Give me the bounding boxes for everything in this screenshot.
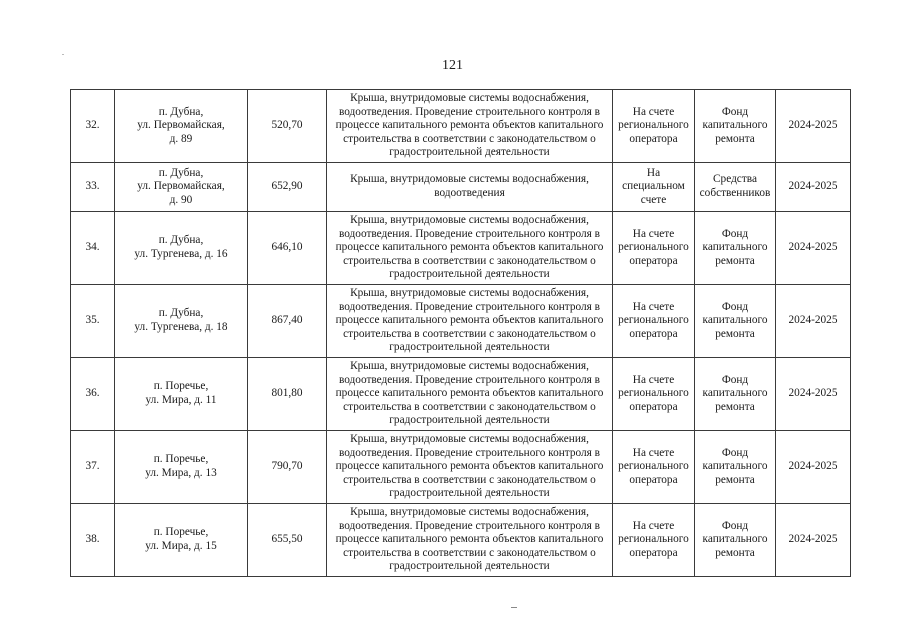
address-line: ул. Тургенева, д. 18 xyxy=(134,321,228,333)
works-cell xyxy=(327,163,613,212)
works-text: Крыша, внутридомовые системы водоснабжения, водоотведения. Проведение строительного контроля в процессе капитального ремонта объектов капитального строительства в соответствии с законодательством о градостроительной деятельности xyxy=(335,214,604,281)
works-text: Крыша, внутридомовые системы водоснабжения, водоотведения. Проведение строительного контроля в процессе капитального ремонта объектов капитального строительства в соответствии с законодательством о градостроительной деятельности xyxy=(335,287,604,354)
area-cell xyxy=(248,90,327,163)
address-cell xyxy=(115,212,248,285)
period-cell xyxy=(776,431,851,504)
address-line: д. 89 xyxy=(169,132,193,145)
area-value: 801,80 xyxy=(271,387,303,400)
address-line: п. Поречье, xyxy=(153,526,209,539)
address-line: ул. Мира, д. 15 xyxy=(145,540,217,552)
period-text: 2024-2025 xyxy=(788,533,838,546)
row-number-cell xyxy=(71,212,115,285)
account-text: На счете регионального оператора xyxy=(618,446,689,486)
row-number: 38. xyxy=(85,533,100,546)
area-value: 646,10 xyxy=(271,241,303,254)
table-row xyxy=(71,90,851,163)
funding-source-text: Фонд капитального ремонта xyxy=(702,300,768,340)
works-text: Крыша, внутридомовые системы водоснабжения, водоотведения. Проведение строительного контроля в процессе капитального ремонта объектов капитального строительства в соответствии с законодательством о градостроительной деятельности xyxy=(335,92,604,159)
address-line: д. 90 xyxy=(169,193,193,206)
funding-source-text: Средства собственников xyxy=(699,173,771,199)
period-cell xyxy=(776,163,851,212)
area-cell xyxy=(248,212,327,285)
account-text: На счете регионального оператора xyxy=(618,300,689,340)
row-number: 32. xyxy=(85,119,100,132)
account-cell xyxy=(613,431,695,504)
funding-source-text: Фонд капитального ремонта xyxy=(702,105,768,145)
area-cell xyxy=(248,285,327,358)
scan-mark xyxy=(511,607,517,608)
account-cell xyxy=(613,163,695,212)
period-cell xyxy=(776,358,851,431)
area-cell xyxy=(248,431,327,504)
row-number: 35. xyxy=(85,314,100,327)
period-text: 2024-2025 xyxy=(788,387,838,400)
account-cell xyxy=(613,285,695,358)
address-cell xyxy=(115,285,248,358)
period-text: 2024-2025 xyxy=(788,460,838,473)
account-text: На специальном счете xyxy=(622,166,685,206)
row-number-cell xyxy=(71,431,115,504)
works-text: Крыша, внутридомовые системы водоснабжения, водоотведения. Проведение строительного контроля в процессе капитального ремонта объектов капитального строительства в соответствии с законодательством о градостроительной деятельности xyxy=(335,433,604,500)
table-row xyxy=(71,285,851,358)
funding-source-cell xyxy=(695,358,776,431)
works-cell xyxy=(327,212,613,285)
row-number: 33. xyxy=(85,180,100,193)
table-row xyxy=(71,212,851,285)
address-line: ул. Мира, д. 13 xyxy=(145,467,217,479)
period-text: 2024-2025 xyxy=(788,180,838,193)
account-cell xyxy=(613,504,695,577)
table-row xyxy=(71,163,851,212)
address-line: п. Поречье, xyxy=(153,380,209,393)
address-line: п. Дубна, xyxy=(158,307,204,320)
table-row xyxy=(71,504,851,577)
account-cell xyxy=(613,358,695,431)
account-cell xyxy=(613,212,695,285)
works-cell xyxy=(327,504,613,577)
period-cell xyxy=(776,212,851,285)
funding-source-cell xyxy=(695,431,776,504)
table-row xyxy=(71,431,851,504)
address-line: п. Дубна, xyxy=(158,166,204,179)
period-text: 2024-2025 xyxy=(788,241,838,254)
works-cell xyxy=(327,90,613,163)
row-number: 34. xyxy=(85,241,100,254)
works-cell xyxy=(327,358,613,431)
row-number-cell xyxy=(71,504,115,577)
funding-source-cell xyxy=(695,504,776,577)
period-cell xyxy=(776,90,851,163)
address-line: п. Дубна, xyxy=(158,234,204,247)
address-line: ул. Тургенева, д. 16 xyxy=(134,248,228,260)
page-number: 121 xyxy=(442,58,463,73)
works-text: Крыша, внутридомовые системы водоснабжения, водоотведения. Проведение строительного контроля в процессе капитального ремонта объектов капитального строительства в соответствии с законодательством о градостроительной деятельности xyxy=(335,506,604,573)
row-number: 36. xyxy=(85,387,100,400)
address-line: п. Поречье, xyxy=(153,453,209,466)
table-row xyxy=(71,358,851,431)
address-line: ул. Мира, д. 11 xyxy=(145,394,217,406)
area-value: 520,70 xyxy=(271,119,303,132)
row-number-cell xyxy=(71,90,115,163)
row-number: 37. xyxy=(85,460,100,473)
account-text: На счете регионального оператора xyxy=(618,227,689,267)
address-cell xyxy=(115,504,248,577)
account-text: На счете регионального оператора xyxy=(618,519,689,559)
funding-source-cell xyxy=(695,90,776,163)
area-value: 867,40 xyxy=(271,314,303,327)
scan-speck xyxy=(62,54,64,55)
row-number-cell xyxy=(71,285,115,358)
address-cell xyxy=(115,358,248,431)
funding-source-text: Фонд капитального ремонта xyxy=(702,373,768,413)
table-body xyxy=(71,90,851,577)
address-cell xyxy=(115,431,248,504)
area-value: 790,70 xyxy=(271,460,303,473)
funding-source-text: Фонд капитального ремонта xyxy=(702,519,768,559)
period-text: 2024-2025 xyxy=(788,119,838,132)
row-number-cell xyxy=(71,163,115,212)
funding-source-text: Фонд капитального ремонта xyxy=(702,227,768,267)
address-cell xyxy=(115,90,248,163)
period-cell xyxy=(776,285,851,358)
account-text: На счете регионального оператора xyxy=(618,373,689,413)
works-text: Крыша, внутридомовые системы водоснабжения, водоотведения. Проведение строительного контроля в процессе капитального ремонта объектов капитального строительства в соответствии с законодательством о градостроительной деятельности xyxy=(335,360,604,427)
funding-source-cell xyxy=(695,212,776,285)
row-number-cell xyxy=(71,358,115,431)
account-cell xyxy=(613,90,695,163)
area-cell xyxy=(248,504,327,577)
address-line: п. Дубна, xyxy=(158,105,204,118)
repair-schedule-table xyxy=(70,89,851,577)
period-cell xyxy=(776,504,851,577)
account-text: На счете регионального оператора xyxy=(618,105,689,145)
area-value: 652,90 xyxy=(271,180,303,193)
area-value: 655,50 xyxy=(271,533,303,546)
address-cell xyxy=(115,163,248,212)
works-text: Крыша, внутридомовые системы водоснабжения, водоотведения xyxy=(350,173,589,199)
funding-source-cell xyxy=(695,163,776,212)
area-cell xyxy=(248,163,327,212)
works-cell xyxy=(327,431,613,504)
area-cell xyxy=(248,358,327,431)
address-line: ул. Первомайская, xyxy=(137,119,225,132)
funding-source-text: Фонд капитального ремонта xyxy=(702,446,768,486)
funding-source-cell xyxy=(695,285,776,358)
address-line: ул. Первомайская, xyxy=(137,180,225,193)
works-cell xyxy=(327,285,613,358)
period-text: 2024-2025 xyxy=(788,314,838,327)
